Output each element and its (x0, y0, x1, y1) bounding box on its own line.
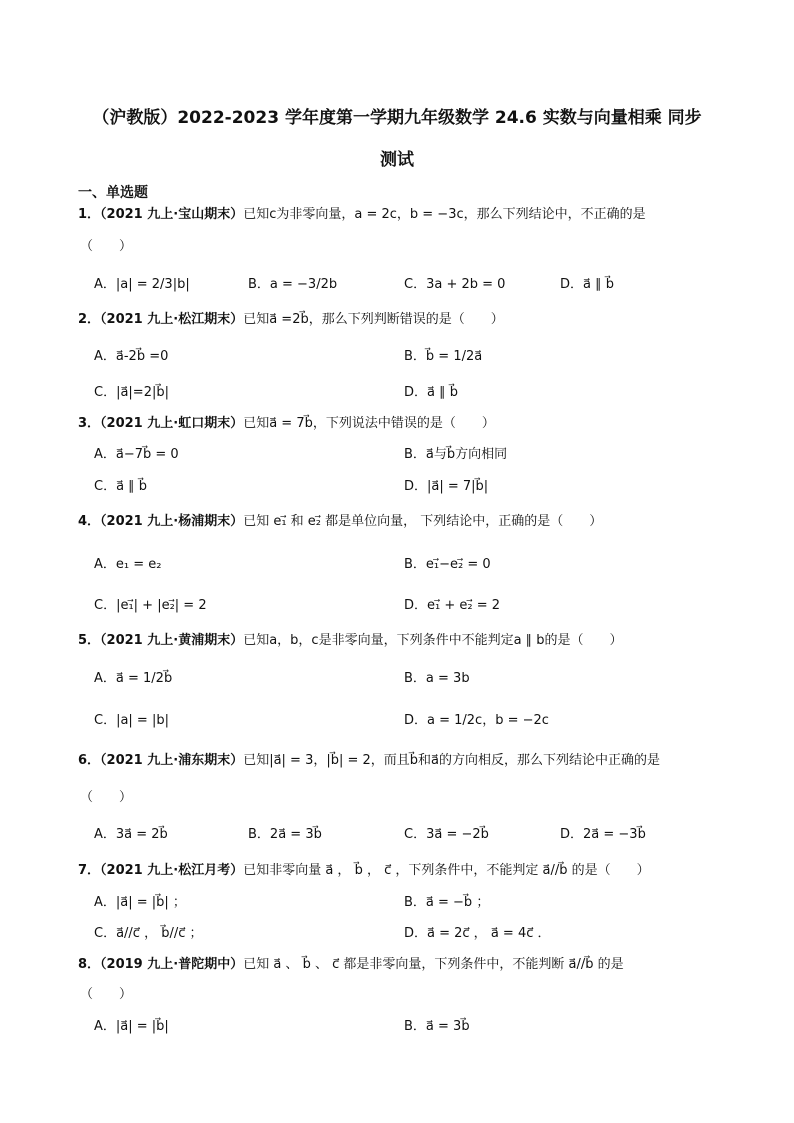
question-continuation: （ ） (80, 239, 133, 254)
option-a: A．a⃗-2b⃗ =0 (94, 349, 169, 364)
question-continuation: （ ） (80, 987, 133, 1002)
option-c: C．|a| = |b| (94, 713, 169, 728)
option-d: D．2a⃗ = −3b⃗ (560, 827, 646, 842)
question-source: （2021 九上·杨浦期末） (100, 514, 244, 529)
question-number: 4． (78, 514, 101, 529)
question-text: 已知a⃗ = 7b⃗，下列说法中错误的是（ ） (243, 416, 495, 431)
option-a: A．e₁ = e₂ (94, 557, 162, 572)
question-6 (78, 752, 660, 770)
question-text: 已知a⃗ =2b⃗，那么下列判断错误的是（ ） (243, 312, 504, 327)
question-2 (78, 311, 504, 329)
question-number: 3． (78, 416, 101, 431)
question-text: 已知 a⃗ 、 b⃗ 、 c⃗ 都是非零向量，下列条件中，不能判断 a⃗//b⃗ 的是 (243, 957, 624, 972)
question-text: 已知|a⃗| = 3，|b⃗| = 2，而且b⃗和a⃗的方向相反，那么下列结论中正确的是 (243, 753, 661, 768)
question-number: 7． (78, 863, 101, 878)
option-b: B．a⃗与b⃗方向相同 (404, 447, 508, 462)
option-d: D．|a⃗| = 7|b⃗| (404, 479, 489, 494)
option-a: A．|a⃗| = |b⃗| ； (94, 895, 186, 910)
question-number: 2． (78, 312, 101, 327)
option-d: D．a⃗ = 2c⃗ ， a⃗ = 4c⃗ ． (404, 926, 551, 941)
option-c: C．a⃗//c⃗ ， b⃗//c⃗ ； (94, 926, 203, 941)
option-c: C．a⃗ ∥ b⃗ (94, 479, 148, 494)
option-b: B．a = −3/2b (248, 277, 338, 292)
doc-title-line1: （沪教版）2022-2023 学年度第一学期九年级数学 24.6 实数与向量相乘 同步 (92, 108, 702, 128)
question-number: 6． (78, 753, 101, 768)
option-d: D．a = 1/2c，b = −2c (404, 713, 549, 728)
question-7 (78, 862, 650, 880)
option-a: A．a⃗ = 1/2b⃗ (94, 671, 173, 686)
question-source: （2021 九上·松江月考） (100, 863, 244, 878)
doc-title-line2: 测试 (380, 150, 414, 170)
question-source: （2021 九上·宝山期末） (100, 207, 244, 222)
question-1 (78, 206, 646, 224)
question-number: 1． (78, 207, 101, 222)
question-text: 已知非零向量 a⃗ ， b⃗ ， c⃗ ，下列条件中，不能判定 a⃗//b⃗ 的是（ ） (243, 863, 650, 878)
question-text: 已知a，b，c是非零向量，下列条件中不能判定a ∥ b的是（ ） (243, 633, 623, 648)
question-source: （2021 九上·虹口期末） (100, 416, 244, 431)
question-source: （2019 九上·普陀期中） (100, 957, 244, 972)
option-a: A．a⃗−7b⃗ = 0 (94, 447, 179, 462)
question-8 (78, 956, 624, 974)
question-4 (78, 513, 602, 531)
option-b: B．b⃗ = 1/2a⃗ (404, 349, 483, 364)
option-c: C．3a + 2b = 0 (404, 277, 506, 292)
question-text: 已知 e₁⃗ 和 e₂⃗ 都是单位向量， 下列结论中，正确的是（ ） (243, 514, 603, 529)
question-source: （2021 九上·松江期末） (100, 312, 244, 327)
option-a: A．3a⃗ = 2b⃗ (94, 827, 168, 842)
option-a: A．|a⃗| = |b⃗| (94, 1019, 169, 1034)
option-c: C．|a⃗|=2|b⃗| (94, 385, 169, 400)
option-d: D．a⃗ ∥ b⃗ (404, 385, 458, 400)
option-b: B．a = 3b (404, 671, 470, 686)
question-text: 已知c为非零向量，a = 2c，b = −3c，那么下列结论中，不正确的是 (243, 207, 646, 222)
section-heading: 一、单选题 (78, 185, 148, 201)
question-number: 8． (78, 957, 101, 972)
option-a: A．|a| = 2/3|b| (94, 277, 190, 292)
question-3 (78, 415, 495, 433)
question-number: 5． (78, 633, 101, 648)
question-source: （2021 九上·浦东期末） (100, 753, 244, 768)
option-c: C．|e₁⃗| + |e₂⃗| = 2 (94, 598, 207, 613)
option-b: B．a⃗ = −b⃗ ； (404, 895, 490, 910)
option-d: D．e₁⃗ + e₂⃗ = 2 (404, 598, 501, 613)
option-d: D．a⃗ ∥ b⃗ (560, 277, 614, 292)
option-b: B．e₁⃗−e₂⃗ = 0 (404, 557, 491, 572)
question-5 (78, 632, 623, 650)
question-source: （2021 九上·黄浦期末） (100, 633, 244, 648)
option-b: B．a⃗ = 3b⃗ (404, 1019, 470, 1034)
option-b: B．2a⃗ = 3b⃗ (248, 827, 322, 842)
question-continuation: （ ） (80, 790, 133, 805)
option-c: C．3a⃗ = −2b⃗ (404, 827, 489, 842)
